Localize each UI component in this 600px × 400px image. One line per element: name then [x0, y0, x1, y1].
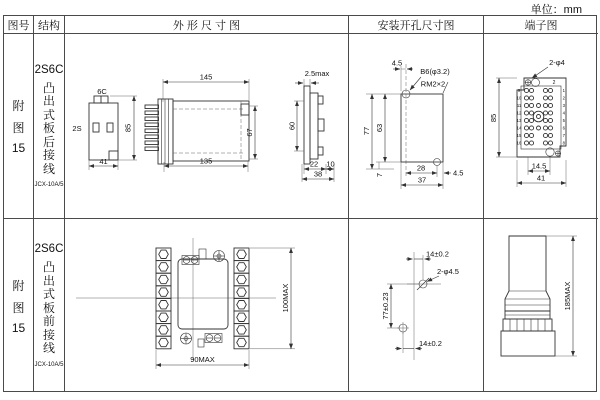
dim-label: 67 [245, 128, 254, 137]
header-outline: 外 形 尺 寸 图 [65, 16, 349, 34]
svg-text:6: 6 [562, 125, 565, 131]
header-structure: 结构 [34, 16, 65, 34]
svg-text:12: 12 [516, 110, 522, 116]
svg-text:15: 15 [516, 133, 522, 139]
dim-label: 4.5 [391, 58, 403, 68]
dim-label: 85 [489, 113, 498, 123]
fig-no-line: 附 [12, 278, 25, 293]
mounting-drawing-row2 [349, 219, 484, 392]
dim-label: 41 [99, 157, 108, 166]
dim-label: 37 [417, 175, 427, 185]
mounting-drawing-row1 [349, 34, 484, 219]
mounting-figure [381, 250, 459, 361]
dim-label: 77 [362, 126, 371, 136]
side-view [145, 73, 258, 173]
row2-outline-cell [65, 219, 349, 392]
svg-text:9: 9 [517, 88, 521, 94]
terminal-block [489, 58, 566, 187]
dim-label: 7 [375, 172, 384, 178]
dim-label: 185MAX [563, 281, 572, 311]
dim-label: 2.5max [304, 69, 330, 78]
fig-no-line: 15 [11, 320, 26, 335]
dim-label: 90MAX [190, 355, 215, 364]
outline-drawing-row1 [65, 34, 349, 219]
dim-label: 2S [72, 124, 82, 133]
terminal-drawing-row1 [484, 34, 598, 219]
dim-label: 85 [123, 123, 133, 133]
hole-spec-label: 2-φ4.5 [437, 267, 459, 276]
front-panel-view [76, 238, 295, 369]
svg-text:3: 3 [562, 103, 565, 109]
dim-label: 14±0.2 [426, 249, 449, 259]
structure-desc: 凸出式板前接线 [42, 260, 55, 356]
svg-text:13: 13 [516, 118, 522, 124]
terminal-numbers-right [563, 88, 566, 146]
dim-label: 41 [536, 173, 546, 183]
dim-label: 63 [375, 123, 384, 133]
fig-no-line: 15 [11, 141, 26, 155]
header-mounting: 安装开孔尺寸图 [349, 16, 484, 34]
fig-no-line: 图 [12, 300, 25, 315]
structure-row2 [34, 219, 64, 392]
dim-label: 14±0.2 [419, 339, 442, 348]
dim-label: 10 [326, 159, 335, 169]
svg-text:7: 7 [562, 133, 565, 139]
dim-label: 145 [199, 72, 213, 82]
structure-row1 [34, 34, 64, 218]
terminal-holes [524, 88, 552, 145]
fig-no-row1 [4, 34, 33, 218]
row1-terminal-cell [484, 34, 598, 219]
dim-label: 28 [416, 163, 426, 173]
fig-no-line: 图 [12, 121, 25, 135]
svg-text:1: 1 [562, 88, 565, 94]
mounting-figure [362, 59, 463, 190]
thread-spec-label: RM2×2 [420, 79, 446, 89]
relay-side-view [501, 236, 577, 356]
row1-outline-cell [65, 34, 349, 219]
sub-model-label: JCX-10A/5 [34, 361, 64, 368]
unit-label: 单位：mm [530, 4, 582, 16]
rear-view [288, 69, 335, 182]
row1-fig-no-cell [4, 34, 34, 219]
corner-label: 2 [552, 80, 556, 86]
dim-label: 6C [97, 87, 107, 96]
front-view [72, 87, 137, 170]
row2-structure-cell [34, 219, 65, 392]
svg-text:5: 5 [562, 118, 565, 124]
hole-spec-label: B6(φ3.2) [420, 67, 450, 76]
svg-text:16: 16 [516, 140, 522, 146]
fig-no-line: 附 [12, 99, 25, 113]
row2-mounting-cell [349, 219, 484, 392]
fig-no-row2 [4, 219, 33, 392]
svg-text:2: 2 [562, 95, 565, 101]
sub-model-label: JCX-10A/5 [34, 182, 64, 189]
svg-text:4: 4 [562, 110, 565, 116]
dim-label: 77±0.23 [381, 292, 390, 320]
dim-label: 14.5 [531, 161, 547, 171]
svg-text:10: 10 [516, 95, 522, 101]
svg-text:11: 11 [516, 103, 522, 109]
model-label: 2S6C [34, 243, 64, 256]
structure-desc: 凸出式板后接线 [42, 80, 55, 176]
terminal-drawing-row2 [484, 219, 598, 392]
outline-drawing-row2 [65, 219, 349, 392]
row1-mounting-cell [349, 34, 484, 219]
header-terminal: 端子图 [484, 16, 598, 34]
row1-structure-cell [34, 34, 65, 219]
dim-label: 4.5 [453, 168, 464, 178]
hole-spec-label: 2-φ4 [549, 58, 565, 67]
svg-text:8: 8 [562, 140, 565, 146]
row2-fig-no-cell [4, 219, 34, 392]
row2-terminal-cell [484, 219, 598, 392]
drawing-table [3, 15, 597, 392]
dim-label: 22 [309, 159, 319, 169]
dim-label: 38 [313, 169, 323, 179]
svg-text:14: 14 [516, 125, 522, 131]
dim-label: 100MAX [281, 283, 290, 313]
model-label: 2S6C [34, 63, 64, 76]
dim-label: 60 [287, 121, 297, 131]
dim-label: 135 [199, 156, 213, 166]
header-fig-no: 图号 [4, 16, 34, 34]
